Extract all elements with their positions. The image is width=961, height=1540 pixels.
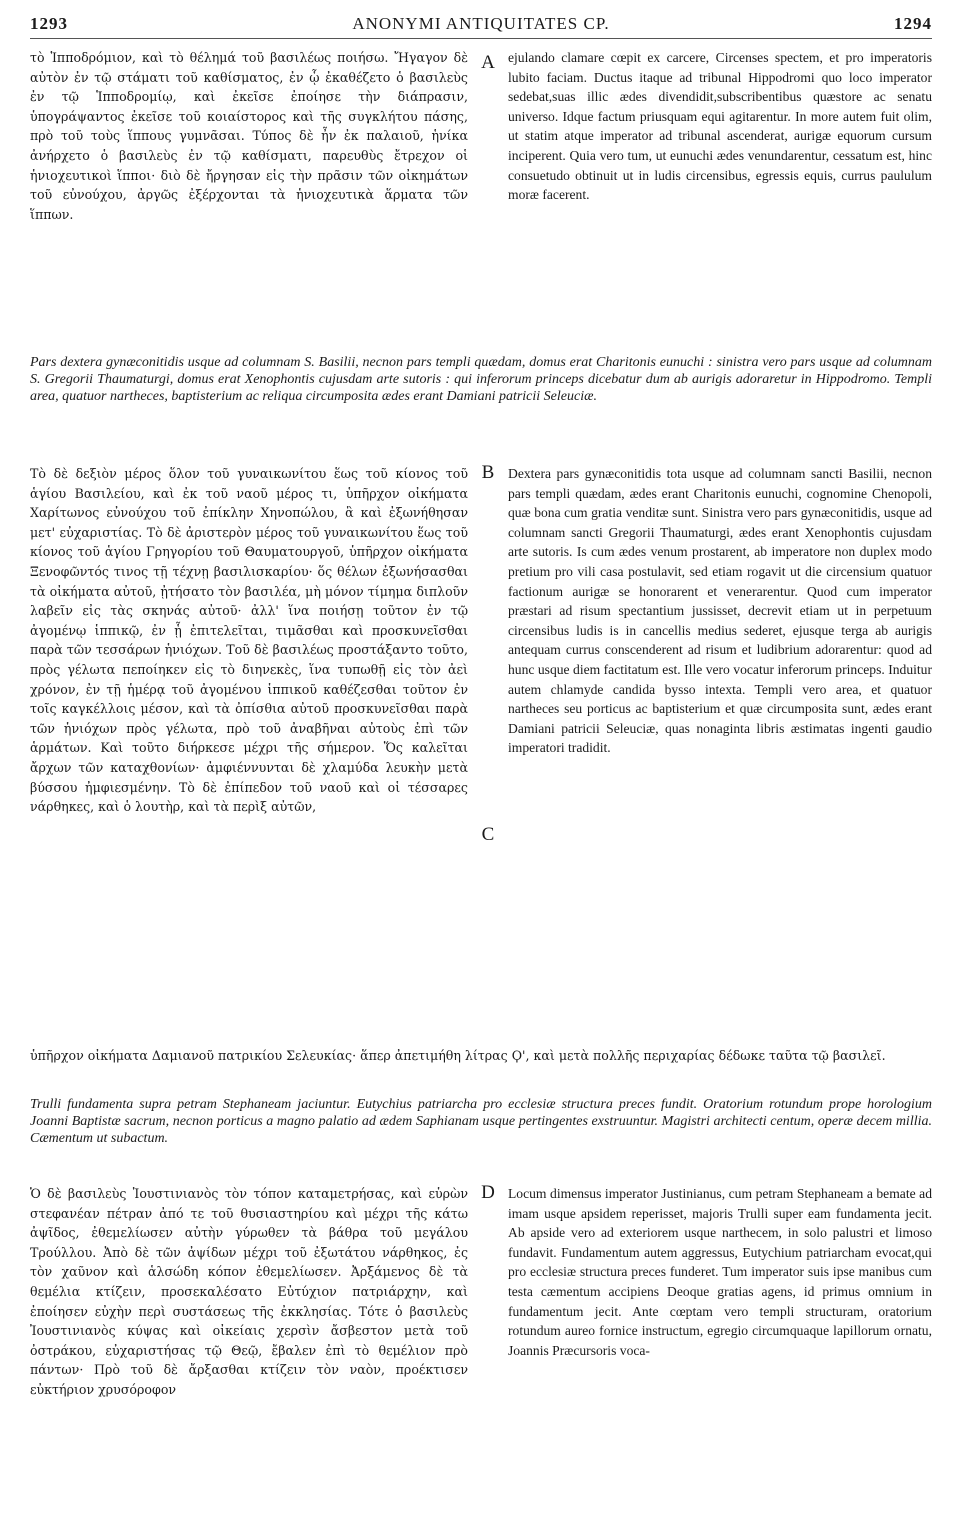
running-header [30, 12, 932, 39]
greek-text-2: Τὸ δὲ δεξιὸν μέρος ὅλον τοῦ γυναικωνίτου ἕως τοῦ κίονος τοῦ ἁγίου Βασιλείου, καὶ ἐκ τοῦ ναοῦ μέρος τι, ὑπῆρχον οἰκήματα Χαρίτωνος εὐνούχου τοῦ ἐπίκλην Χηνοπώλου, ἃ καὶ ἐξωνήθησαν μετ' εὐχαριστίας. Τὸ δὲ ἀριστερὸν μέρος τοῦ γυναικωνίτου ἕως τοῦ κίονος τοῦ ἁγίου Γρηγορίου τοῦ Θαυματουργοῦ, ὑπῆρχον οἰκήματα Ξενοφῶντός τινος τῇ τέχνῃ βασιλισκαρίου· ὅς θέλων ἐξωνήσασθαι τὰ οἰκήματα αὐτοῦ, ᾐτήσατο τὸν βασιλέα, μὴ μόνον τίμημα διπλοῦν λαβεῖν εἰς τὰς σκηνάς αὐτοῦ· ἀλλ' ἵνα ποιήσῃ τοῦτον ἐν τῷ ἀγομένῳ ἱππικῷ, ἐν ᾗ ἐπιτελεῖται, τιμᾶσθαι καὶ προσκυνεῖσθαι παρὰ τῶν τεσσάρων ἡνιόχων. Τοῦ δὲ βασιλέως προστάξαντο τοῦτο, πρὸς γέλωτα πεποίηκεν εἰς τὸ διηνεκὲς, ἵνα τυπωθῇ εἰς τὸν ἀεὶ χρόνον, ἐν τῇ ἡμέρᾳ τοῦ ἀγομένου ἱππικοῦ καθέζεσθαι τοῦτον ἐν τοῖς καγκέλλοις μέσον, καὶ τὰ ὀπίσθια αὐτοῦ προσκυνεῖσθαι παρὰ τῶν ἡνιόχων πρὸς γέλωτα, πρὸ τοῦ ἀναβῆναι αὐτοὺς ἐπὶ τῶν ἁρμάτων. Καὶ τοῦτο διήρκεσε μέχρι τῆς σήμερον. Ὅς καλεῖται ἄρχων τῶν καταχθονίων· ἀμφιέννυνται δὲ χλαμύδα λευκὴν μετὰ βύσσου ἠμφιεσμένην. Τὸ δὲ ἐπίπεδον τοῦ ναοῦ καὶ οἱ τέσσαρες νάρθηκες, καὶ ὁ λουτὴρ, καὶ τὰ περὶξ αὐτῶν, [30, 466, 468, 815]
latin-text-3: Locum dimensus imperator Justinianus, cum petram Stephaneam a bemate ad imam usque apsidem reperisset, majoris Trulli super eam fundamenta jecit. Ab apside vero ad exteriorem usque narthecem, in solo palustri et limoso fundavit. Fundamentum autem aggressus, Eutychium patriarcham evocat,qui pro ecclesiæ structura preces funderet. Tum imperator suis ipse manibus cum testa cæmentum accipiens Deoque gratias agens, id primus omnium in fundamentum jecit. Ante cœptam vero templi structuram, oratorium rotundum aureo fornice instructum, egregio circumquaque lapillorum ornatu, Joannis Præcursoris voca- [508, 1186, 932, 1358]
document-page [30, 12, 932, 1397]
page-number-left: 1293 [30, 14, 68, 33]
section-1 [30, 48, 932, 344]
greek-text-1: τὸ Ἱπποδρόμιον, καὶ τὸ θέλημά τοῦ βασιλέως ποιήσω. Ἤγαγον δὲ αὐτὸν ἐν τῷ στάματι τοῦ καθίσματος, ἐν ᾧ ἐκαθέζετο ὁ βασιλεὺς ἐν τῷ Ἱπποδρομίῳ, καὶ ἐκεῖσε ἐποίησε τὴν διάπρασιν, ὑπογράψαντος ἐκεῖσε τοῦ κοιαίστορος καὶ τῆς συγκλήτου πάσης, πρὸ τοῦ τοὺς ἵππους γυμνᾶσαι. Τύπος δὲ ἦν ἐκ παλαιοῦ, ἡνίκα ἀνήρχετο ὁ βασιλεὺς ἐν τῷ καθίσματι, παρευθὺς ἔτρεχον οἱ ἡνιοχευτικοὶ ἵπποι· διὸ δὲ ἤργησαν εἰς τὴν πρᾶσιν τῶν οἰκημάτων τοῦ εὐνούχου, ἀργῶς ἐξέρχονται τὰ ἡνιοχευτικὰ ἅρματα τῶν ἵππων. [30, 50, 468, 222]
section-marker-a: A [481, 52, 495, 73]
section-marker-d: D [481, 1182, 495, 1203]
section-marker-b: B [481, 462, 495, 483]
greek-text-3: Ὁ δὲ βασιλεὺς Ἰουστινιανὸς τὸν τόπον καταμετρήσας, καὶ εὑρὼν στεφανέαν πέτραν ἀπό τε τοῦ θυσιαστηρίου καὶ μέχρι τῆς κάτω ἀψῖδος, ἐθεμελίωσεν αὐτὴν γύρωθεν τὰ βάθρα τοῦ μεγάλου Τρούλλου. Ἀπὸ δὲ τῶν ἀψίδων μέχρι τοῦ ἐξωτάτου νάρθηκος, ἐς τὸν χαῦνον καὶ ἁλσώδη κόπον ἐθεμελίωσεν. Ἀρξάμενος δὲ τὰ θεμέλια κτίζειν, προσεκαλέσατο Εὐτύχιον πατριάρχην, καὶ ἐποίησεν εὐχὴν περὶ συστάσεως τῆς ἐκκλησίας. Τότε ὁ βασιλεὺς Ἰουστινιανὸς κύψας καὶ οἰκείαις χερσὶν ἄσβεστον μετὰ τοῦ ὀστράκου, εὐχαριστήσας τῷ Θεῷ, ἔβαλεν ἐπὶ τὸ θεμέλιον πρὸ πάντων· Πρὸ τοῦ δὲ ἄρξασθαι κτίζειν τὸν ναὸν, προέκτισεν εὐκτήριον χρυσόροφον [30, 1186, 468, 1397]
section-marker-c: C [481, 824, 495, 845]
chapter-summary-1: Pars dextera gynæconitidis usque ad columnam S. Basilii, necnon pars templi quædam, domus erat Charitonis eunuchi : sinistra vero pars usque ad columnam S. Gregorii Thaumaturgi, domus erat Xenophontis cujusdam arte sutoris : qui inferorum princeps dicebatur dum ab aurigis adoraretur in Hippodromo. Templi area, quatuor nartheces, baptisterium ac reliqua circumposita ædes erant Damiani patricii Seleuciæ. [30, 355, 932, 404]
section-2 [30, 464, 932, 1034]
running-title: ANONYMI ANTIQUITATES CP. [352, 14, 610, 33]
section-3 [30, 1184, 932, 1514]
page-number-right: 1294 [894, 14, 932, 33]
greek-text-continuation: ὑπῆρχον οἰκήματα Δαμιανοῦ πατρικίου Σελευκίας· ἅπερ ἀπετιμήθη λίτρας Ϙ', καὶ μετὰ πολλῆς περιχαρίας δέδωκε ταῦτα τῷ βασιλεῖ. [30, 1048, 886, 1063]
latin-text-2: Dextera pars gynæconitidis tota usque ad columnam sancti Basilii, necnon pars templi quædam, ædes erant Charitonis eunuchi, cognomine Chenopoli, quæ bona cum gratia venditæ sunt. Sinistra vero pars gynæconitidis, usque ad columnam sancti Gregorii Thaumaturgi, ædes erant Xenophontis cujusdam arte sutoris. Is cum ædes venum prostarent, ab imperatore non duplex modo pretium pro vili casa postulavit, sed etiam rogavit ut die circensium quatuor factionum aurigæ se honorarent et venerarentur. Quod cum imperator præstari ad risum spectantium jussisset, decrevit etiam ut in perpetuum circensibus ludis is in cancellis medius sederet, ejusque terga ab aurigis antequam currus conscenderent ad risum et ludibrium adorarentur: quod ad hunc usque diem factitatum est. Ille vero vocatur inferorum princeps. Induitur autem chlamyde candida bysso intexta. Templi vero area, et quatuor nartheces seu porticus ac baptisterium et quæ circumposita sunt, ædes erant Damiani patricii Seleuciæ, quas nonaginta libris æstimatas ingenti gaudio imperatori tradidit. [508, 466, 932, 756]
latin-text-1: ejulando clamare cœpit ex carcere, Circenses spectem, et pro imperatoris lubito faciam. Ductus itaque ad tribunal Hippodromi quo loco imperator sedebat,suas illic ædes divendidit,subscribentibus quæstore ac senatu universo. Idque factum priusquam equi agitarentur. In more autem fuit olim, ut statim atque imperator ad tribunal ascenderat, aurigæ equorum cursum inciperent. Quia vero tum, ut eunuchi ædes venundarentur, cessatum est, hinc consuetudo obtinuit ut in ludis circensibus, egressis equis, currus paululum moræ facerent. [508, 50, 932, 203]
chapter-summary-2: Trulli fundamenta supra petram Stephaneam jaciuntur. Eutychius patriarcha pro ecclesiæ structura preces fundit. Oratorium rotundum prope horologium Joanni Baptistæ sacrum, necnon porticus a magno palatio ad ædem Saphianam usque pertingentes exstruuntur. Magistri architecti centum, operæ decem millia. Cæmentum ut subactum. [30, 1097, 932, 1146]
